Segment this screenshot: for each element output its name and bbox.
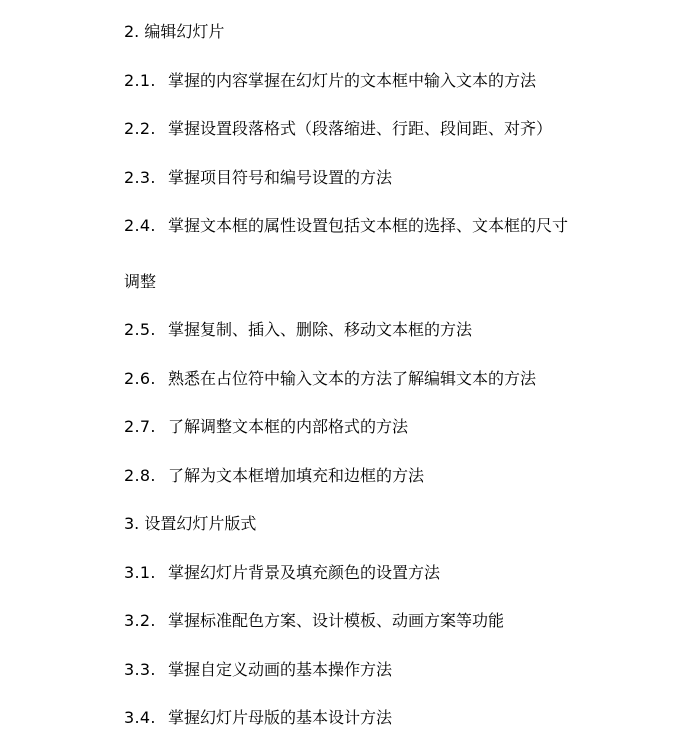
item-number: 2.6. bbox=[124, 369, 156, 388]
item-text: 调整 bbox=[124, 272, 157, 291]
list-item bbox=[124, 119, 552, 139]
item-text: 掌握幻灯片背景及填充颜色的设置方法 bbox=[168, 563, 441, 582]
list-item bbox=[124, 168, 392, 188]
list-item bbox=[124, 320, 472, 340]
item-text: 掌握设置段落格式（段落缩进、行距、段间距、对齐） bbox=[168, 119, 553, 138]
list-item bbox=[124, 417, 408, 437]
list-item-continuation bbox=[124, 272, 156, 292]
section-heading: 3. 设置幻灯片版式 bbox=[124, 514, 257, 533]
item-text: 掌握文本框的属性设置包括文本框的选择、文本框的尺寸 bbox=[168, 216, 569, 235]
list-item bbox=[124, 660, 392, 680]
item-text: 熟悉在占位符中输入文本的方法了解编辑文本的方法 bbox=[168, 369, 537, 388]
item-text: 了解调整文本框的内部格式的方法 bbox=[168, 417, 409, 436]
item-number: 2.4. bbox=[124, 216, 156, 235]
item-number: 3.3. bbox=[124, 660, 156, 679]
list-item bbox=[124, 71, 536, 91]
section-heading: 2. 编辑幻灯片 bbox=[124, 22, 225, 41]
item-number: 3.4. bbox=[124, 708, 156, 727]
item-text: 掌握自定义动画的基本操作方法 bbox=[168, 660, 393, 679]
item-number: 2.1. bbox=[124, 71, 156, 90]
item-number: 3.2. bbox=[124, 611, 156, 630]
list-item bbox=[124, 216, 568, 236]
item-text: 掌握标准配色方案、设计模板、动画方案等功能 bbox=[168, 611, 505, 630]
item-text: 掌握的内容掌握在幻灯片的文本框中输入文本的方法 bbox=[168, 71, 537, 90]
item-number: 2.3. bbox=[124, 168, 156, 187]
list-item bbox=[124, 563, 440, 583]
item-text: 了解为文本框增加填充和边框的方法 bbox=[168, 466, 425, 485]
item-number: 2.7. bbox=[124, 417, 156, 436]
item-number: 3.1. bbox=[124, 563, 156, 582]
item-text: 掌握项目符号和编号设置的方法 bbox=[168, 168, 393, 187]
item-text: 掌握幻灯片母版的基本设计方法 bbox=[168, 708, 393, 727]
item-number: 2.2. bbox=[124, 119, 156, 138]
item-number: 2.8. bbox=[124, 466, 156, 485]
list-item bbox=[124, 611, 504, 631]
item-number: 2.5. bbox=[124, 320, 156, 339]
list-item bbox=[124, 466, 424, 486]
item-text: 掌握复制、插入、删除、移动文本框的方法 bbox=[168, 320, 473, 339]
list-item bbox=[124, 708, 392, 728]
list-item bbox=[124, 369, 536, 389]
